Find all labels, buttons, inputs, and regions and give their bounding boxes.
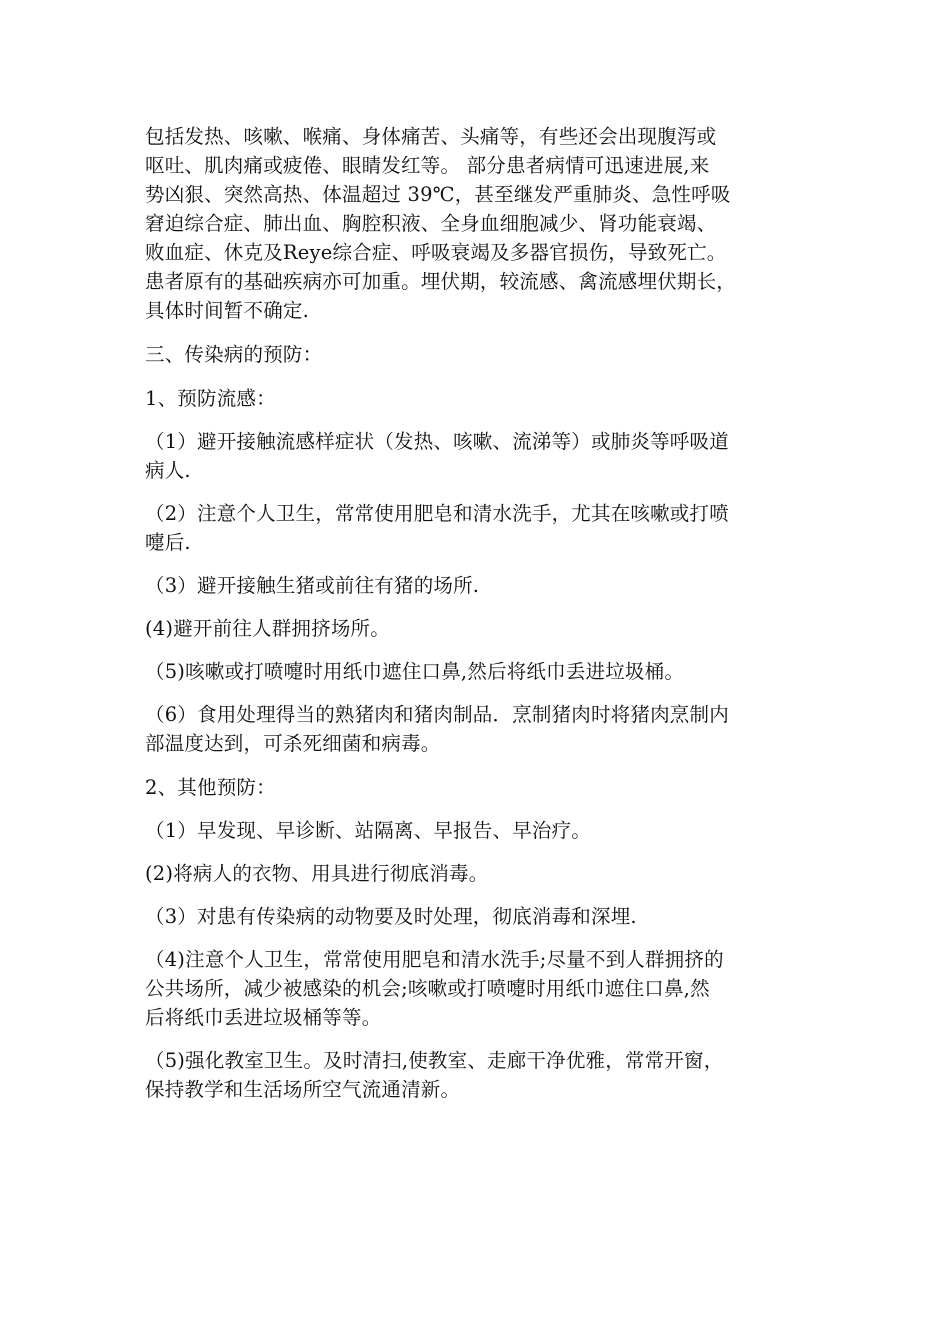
text-line: 呕吐、肌肉痛或疲倦、眼睛发红等。 部分患者病情可迅速进展,来 xyxy=(145,154,710,177)
text-line: 包括发热、咳嗽、喉痛、身体痛苦、头痛等，有些还会出现腹泻或 xyxy=(145,125,717,148)
list-item-other-4: （4)注意个人卫生，常常使用肥皂和清水洗手;尽量不到人群拥挤的 公共场所，减少被感染的机会;咳嗽或打喷嚏时用纸巾遮住口鼻,然 后将纸巾丢进垃圾桶等等。 xyxy=(145,948,724,1029)
list-item-flu-5: （5)咳嗽或打喷嚏时用纸巾遮住口鼻,然后将纸巾丢进垃圾桶。 xyxy=(145,660,685,683)
text-line: 败血症、休克及Reye综合症、呼吸衰竭及多器官损伤，导致死亡。 xyxy=(145,241,727,264)
text-line: 窘迫综合症、肺出血、胸腔积液、全身血细胞减少、肾功能衰竭、 xyxy=(145,212,717,235)
list-item-other-5: （5)强化教室卫生。及时清扫,使教室、走廊干净优雅，常常开窗， 保持教学和生活场所空气流通清新。 xyxy=(145,1049,724,1101)
subsection-heading-flu: 1、预防流感： xyxy=(145,387,276,410)
document-page xyxy=(145,122,815,1104)
intro-paragraph xyxy=(145,122,815,325)
list-item-other-1: （1）早发现、早诊断、站隔离、早报告、早治疗。 xyxy=(145,819,592,842)
list-item-flu-2: （2）注意个人卫生，常常使用肥皂和清水洗手，尤其在咳嗽或打喷 嚏后. xyxy=(145,502,729,554)
text-line: 具体时间暂不确定. xyxy=(145,299,309,322)
list-item-flu-3: （3）避开接触生猪或前往有猪的场所. xyxy=(145,574,480,597)
text-line: 势凶狠、突然高热、体温超过 39℃，甚至继发严重肺炎、急性呼吸 xyxy=(145,183,731,206)
list-item-other-3: （3）对患有传染病的动物要及时处理，彻底消毒和深埋. xyxy=(145,905,637,928)
subsection-heading-other: 2、其他预防： xyxy=(145,776,276,799)
list-item-flu-1: （1）避开接触流感样症状（发热、咳嗽、流涕等）或肺炎等呼吸道 病人. xyxy=(145,430,729,482)
list-item-other-2: (2)将病人的衣物、用具进行彻底消毒。 xyxy=(145,862,489,885)
list-item-flu-4: (4)避开前往人群拥挤场所。 xyxy=(145,617,390,640)
text-line: 患者原有的基础疾病亦可加重。埋伏期，较流感、禽流感埋伏期长， xyxy=(145,270,737,293)
section-heading: 三、传染病的预防： xyxy=(145,343,323,366)
list-item-flu-6: （6）食用处理得当的熟猪肉和猪肉制品．烹制猪肉时将猪肉烹制内 部温度达到，可杀死细菌和病毒。 xyxy=(145,703,729,755)
